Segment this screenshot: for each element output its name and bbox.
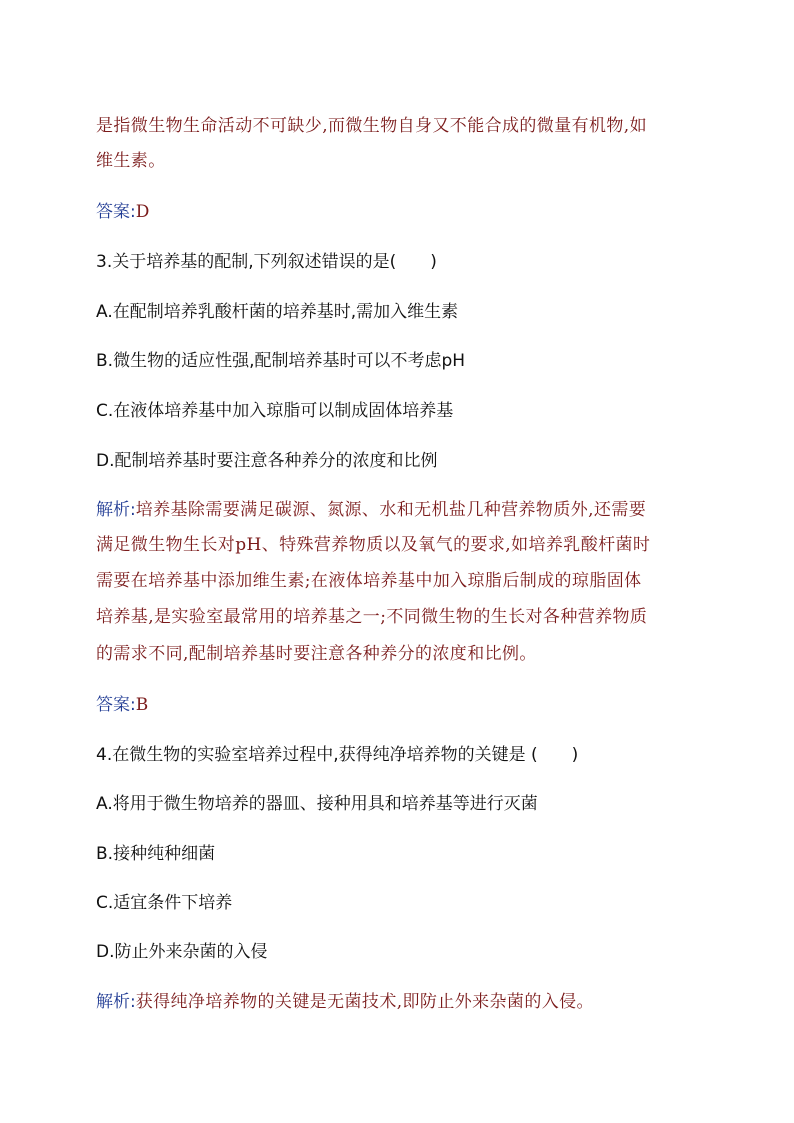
question-4-stem: 4.在微生物的实验室培养过程中,获得纯净培养物的关键是 ( ) (96, 745, 579, 765)
question-3-option-c: C.在液体培养基中加入琼脂可以制成固体培养基 (96, 401, 454, 421)
question-3-option-b: B.微生物的适应性强,配制培养基时可以不考虑pH (96, 351, 466, 371)
answer-3-value: B (135, 695, 149, 715)
explanation-2-line-2: 维生素。 (96, 151, 166, 171)
question-3-option-a: A.在配制培养乳酸杆菌的培养基时,需加入维生素 (96, 302, 459, 322)
question-3-option-d: D.配制培养基时要注意各种养分的浓度和比例 (96, 451, 438, 471)
explanation-3-line-2: 满足微生物生长对pH、特殊营养物质以及氧气的要求,如培养乳酸杆菌时 (96, 535, 651, 555)
answer-3-label: 答案: (96, 695, 136, 715)
explanation-3-text-1: 培养基除需要满足碳源、氮源、水和无机盐几种营养物质外,还需要 (135, 500, 647, 520)
explanation-3-line-4: 培养基,是实验室最常用的培养基之一;不同微生物的生长对各种营养物质 (96, 607, 648, 627)
answer-2 (96, 200, 149, 224)
answer-3 (96, 693, 148, 717)
explanation-3-line-1 (96, 498, 646, 522)
explanation-4-label: 解析: (96, 992, 136, 1012)
explanation-3-line-3: 需要在培养基中添加维生素;在液体培养基中加入琼脂后制成的琼脂固体 (96, 571, 642, 591)
question-4-option-d: D.防止外来杂菌的入侵 (96, 942, 268, 962)
answer-2-value: D (135, 202, 150, 222)
question-4-option-c: C.适宜条件下培养 (96, 893, 233, 913)
explanation-3-line-5: 的需求不同,配制培养基时要注意各种养分的浓度和比例。 (96, 644, 537, 664)
question-4-option-b: B.接种纯种细菌 (96, 844, 216, 864)
explanation-2-line-1: 是指微生物生命活动不可缺少,而微生物自身又不能合成的微量有机物,如 (96, 116, 648, 136)
question-3-stem: 3.关于培养基的配制,下列叙述错误的是( ) (96, 252, 437, 272)
explanation-4-line-1 (96, 990, 594, 1014)
question-4-option-a: A.将用于微生物培养的器皿、接种用具和培养基等进行灭菌 (96, 794, 538, 814)
explanation-3-label: 解析: (96, 500, 136, 520)
explanation-4-text-1: 获得纯净培养物的关键是无菌技术,即防止外来杂菌的入侵。 (135, 992, 594, 1012)
answer-2-label: 答案: (96, 202, 136, 222)
